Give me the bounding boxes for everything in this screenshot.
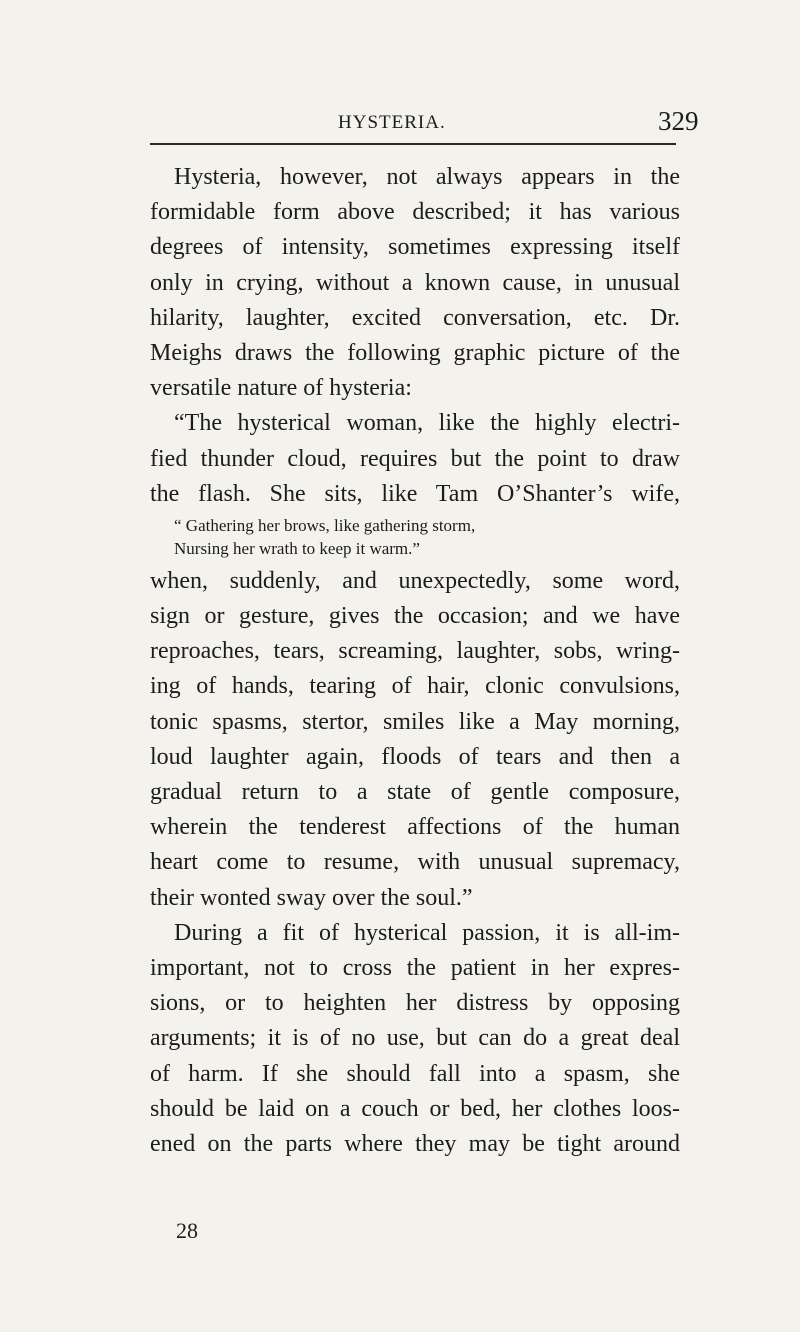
- text-line: degrees of intensity, sometimes expressing itself: [150, 234, 680, 261]
- text-line: when, suddenly, and unexpectedly, some word,: [150, 567, 680, 594]
- text-line: Hysteria, however, not always appears in the: [174, 164, 680, 190]
- verse-line: Nursing her wrath to keep it warm.”: [174, 538, 420, 558]
- text-line: ened on the parts where they may be tight around: [150, 1130, 680, 1157]
- text-line: sions, or to heighten her distress by opposing: [150, 990, 680, 1017]
- text-line: “The hysterical woman, like the highly electri-: [174, 410, 680, 437]
- text-line: hilarity, laughter, excited conversation, etc. Dr.: [150, 304, 680, 331]
- verse-line: “ Gathering her brows, like gathering storm,: [174, 515, 476, 535]
- text-line: versatile nature of hysteria:: [150, 375, 412, 402]
- text-line: fied thunder cloud, requires but the point to draw: [150, 445, 680, 472]
- text-line: heart come to resume, with unusual supremacy,: [150, 849, 680, 876]
- text-line: Meighs draws the following graphic picture of the: [150, 339, 680, 366]
- text-line: reproaches, tears, screaming, laughter, sobs, wring-: [150, 638, 680, 665]
- signature-mark: 28: [176, 1218, 198, 1243]
- text-line: During a fit of hysterical passion, it is all-im-: [174, 919, 680, 946]
- text-line: their wonted sway over the soul.”: [150, 884, 473, 911]
- body-text: [150, 160, 680, 1162]
- header-rule: [150, 143, 676, 145]
- text-line: of harm. If she should fall into a spasm, she: [150, 1060, 680, 1087]
- text-line: only in crying, without a known cause, in unusual: [150, 269, 680, 296]
- text-line: loud laughter again, floods of tears and then a: [150, 743, 680, 770]
- text-line: gradual return to a state of gentle composure,: [150, 779, 680, 805]
- text-line: formidable form above described; it has various: [150, 199, 680, 226]
- text-line: sign or gesture, gives the occasion; and we have: [150, 603, 680, 630]
- text-line: ing of hands, tearing of hair, clonic convulsions,: [150, 673, 680, 700]
- running-head: [0, 100, 800, 140]
- text-line: arguments; it is of no use, but can do a great deal: [150, 1025, 680, 1052]
- page-number: 329: [658, 106, 699, 136]
- text-line: tonic spasms, stertor, smiles like a May morning,: [150, 708, 680, 735]
- running-head-title: HYSTERIA.: [338, 112, 446, 133]
- text-line: the flash. She sits, like Tam O’Shanter’s wife,: [150, 480, 680, 507]
- text-line: should be laid on a couch or bed, her clothes loos-: [150, 1095, 680, 1122]
- text-line: important, not to cross the patient in her expres-: [150, 954, 680, 981]
- text-line: wherein the tenderest affections of the human: [150, 814, 680, 841]
